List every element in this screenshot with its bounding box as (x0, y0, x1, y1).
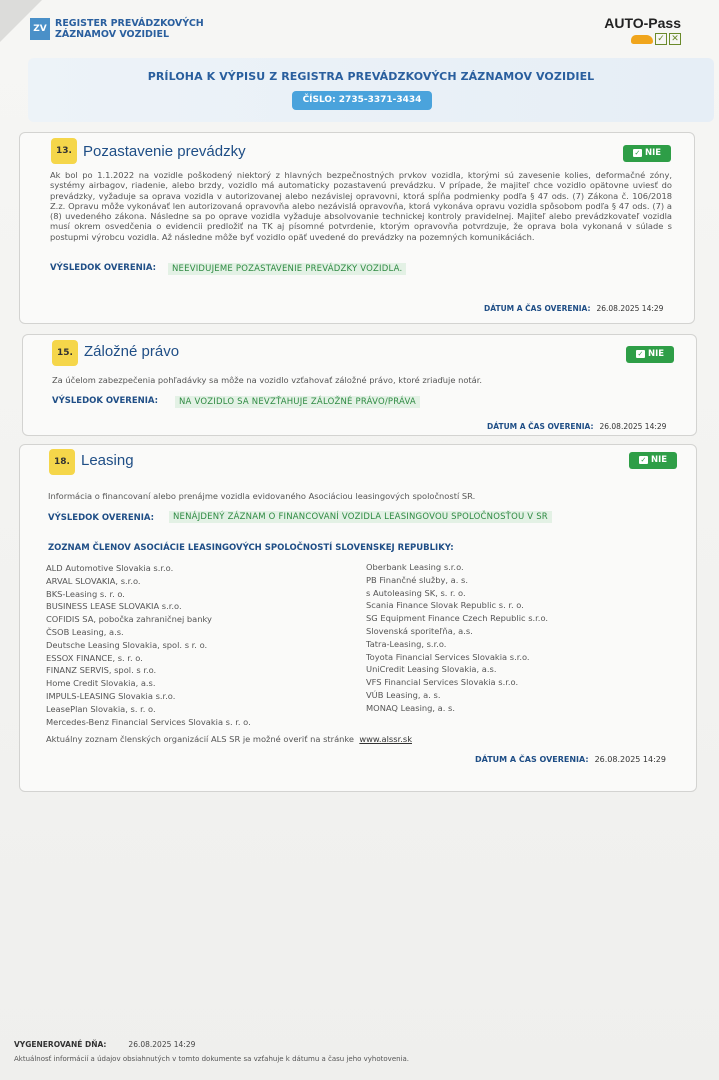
result-label: VÝSLEDOK OVERENIA: (52, 396, 159, 406)
member-item: Slovenská sporiteľňa, a.s. (366, 625, 473, 636)
member-item: SG Equipment Finance Czech Republic s.r.o. (366, 613, 549, 624)
result-value: NA VOZIDLO SA NEVZŤAHUJE ZÁLOŽNÉ PRÁVO/PRÁVA (175, 396, 420, 408)
members-list-right (366, 561, 548, 715)
member-item: Tatra-Leasing, s.r.o. (366, 638, 447, 649)
result-value: NENÁJDENÝ ZÁZNAM O FINANCOVANÍ VOZIDLA LEASINGOVOU SPOLOČNOSŤOU V SR (169, 511, 552, 523)
member-item: s Autoleasing SK, s. r. o. (366, 587, 466, 598)
verification-datetime (487, 422, 666, 431)
register-logo (30, 18, 204, 40)
register-logo-text (55, 18, 204, 40)
autopass-logo-graphic (604, 33, 681, 45)
datum-label: DÁTUM A ČAS OVERENIA: (475, 755, 589, 764)
section-number: 18. (49, 449, 75, 475)
member-item: FINANZ SERVIS, spol. s r.o. (46, 665, 157, 676)
autopass-logo-text: AUTO-Pass (604, 15, 681, 31)
page-title: PRÍLOHA K VÝPISU Z REGISTRA PREVÁDZKOVÝCH ZÁZNAMOV VOZIDIEL (147, 70, 595, 83)
member-item: UniCredit Leasing Slovakia, a.s. (366, 664, 497, 675)
section-description: Za účelom zabezpečenia pohľadávky sa môže na vozidlo vzťahovať záložné právo, ktoré zriaďuje notár. (52, 375, 483, 385)
section-title: Pozastavenie prevádzky (83, 143, 246, 160)
check-icon: ✓ (640, 456, 647, 464)
register-logo-line1: REGISTER PREVÁDZKOVÝCH (55, 18, 204, 29)
alssr-note (46, 734, 412, 744)
status-badge-label: NIE (647, 349, 665, 359)
footer-note: Aktuálnosť informácií a údajov obsiahnutých v tomto dokumente sa vzťahuje k dátumu a času jeho vyhotovenia. (14, 1055, 410, 1063)
members-list-title: ZOZNAM ČLENOV ASOCIÁCIE LEASINGOVÝCH SPOLOČNOSTÍ SLOVENSKEJ REPUBLIKY: (48, 543, 454, 553)
member-item: COFIDIS SA, pobočka zahraničnej banky (46, 614, 212, 625)
member-item: Mercedes-Benz Financial Services Slovakia s. r. o. (46, 716, 251, 727)
car-icon (631, 35, 653, 44)
autopass-logo (604, 15, 681, 45)
checkbox-check-icon: ✓ (655, 33, 667, 45)
verification-datetime (475, 755, 666, 764)
generated-info (14, 1040, 195, 1049)
member-item: PB Finančné služby, a. s. (366, 574, 468, 585)
member-item: VFS Financial Services Slovakia s.r.o. (366, 677, 519, 688)
member-item: Home Credit Slovakia, a.s. (46, 678, 156, 689)
section-description: Informácia o financovaní alebo prenájme vozidla evidovaného Asociáciou leasingových spoločností SR. (48, 491, 476, 501)
result-label: VÝSLEDOK OVERENIA: (48, 513, 155, 523)
section-description: Ak bol po 1.1.2022 na vozidle poškodený niektorý z hlavných bezpečnostných prvkov vozidla, ktorými sú zavesenie kolies, deformačné zóny, systémy airbagov, riadenie, alebo brzdy, vozidlo má automaticky pozastavenú prevádzku. V prípade, že majiteľ chce vozidlo opätovne uviesť do prevádzky, vyžaduje sa oprava vozidla v autorizovanej alebo nezávislej opravovni, ktorá spĺňa podmienky podľa § 47 ods. (7) Zákona č. 106/2018 Z.z. Opravu môže vykonávať len autorizovaná opravovňa alebo nezávislá opravovňa, ktorá vykonáva opravu vozidla spôsobom podľa § 47 ods. (7) a (8) uvedeného zákona. Následne sa po oprave vozidla vyžaduje absolvovanie technickej kontroly pravidelnej. Majiteľ alebo prevádzkovateľ vozidla musí okrem osvedčenia o evidencii predložiť na TK aj písomné potvrdenie, ktorým opravovňa potvrdzuje, že oprava bola vykonaná v súlade s postupmi výrobcu vozidla. Až následne môže byť vozidlo opäť uvedené do prevádzky na pozemných komunikáciách. (50, 170, 672, 242)
datum-value: 26.08.2025 14:29 (599, 422, 667, 431)
section-number: 15. (52, 340, 78, 366)
member-item: IMPULS-LEASING Slovakia s.r.o. (46, 690, 176, 701)
check-icon: ✓ (637, 350, 644, 358)
status-badge-label: NIE (650, 455, 668, 465)
register-logo-line2: ZÁZNAMOV VOZIDIEL (55, 29, 170, 40)
member-item: Toyota Financial Services Slovakia s.r.o. (366, 651, 530, 662)
checkbox-cross-icon: ✕ (669, 33, 681, 45)
status-badge (629, 452, 677, 469)
member-item: Deutsche Leasing Slovakia, spol. s r. o. (46, 639, 208, 650)
section-number: 13. (51, 138, 77, 164)
datum-label: DÁTUM A ČAS OVERENIA: (487, 422, 594, 431)
members-list-left (46, 562, 251, 728)
member-item: ALD Automotive Slovakia s.r.o. (46, 563, 174, 573)
member-item: BUSINESS LEASE SLOVAKIA s.r.o. (46, 601, 182, 612)
member-item: LeasePlan Slovakia, s. r. o. (46, 703, 156, 714)
header-band (28, 58, 714, 122)
section-title: Záložné právo (84, 343, 180, 360)
generated-label: VYGENEROVANÉ DŇA: (14, 1040, 107, 1049)
member-item: MONAQ Leasing, a. s. (366, 702, 456, 713)
status-badge-label: NIE (644, 148, 662, 158)
alssr-link[interactable]: www.alssr.sk (359, 734, 412, 744)
register-logo-mark: ZV (30, 18, 50, 40)
status-badge (626, 346, 674, 363)
alssr-note-text: Aktuálny zoznam členských organizácií ALS SR je možné overiť na stránke (46, 734, 355, 744)
member-item: ESSOX FINANCE, s. r. o. (46, 652, 143, 663)
member-item: Oberbank Leasing s.r.o. (366, 562, 464, 572)
member-item: ČSOB Leasing, a.s. (46, 626, 124, 637)
section-title: Leasing (81, 452, 134, 469)
result-value: NEEVIDUJEME POZASTAVENIE PREVÁDZKY VOZIDLA. (168, 263, 406, 275)
status-badge (623, 145, 671, 162)
member-item: BKS-Leasing s. r. o. (46, 588, 125, 599)
datum-value: 26.08.2025 14:29 (596, 304, 664, 313)
member-item: Scania Finance Slovak Republic s. r. o. (366, 600, 524, 611)
datum-label: DÁTUM A ČAS OVERENIA: (484, 304, 591, 313)
member-item: ARVAL SLOVAKIA, s.r.o. (46, 575, 141, 586)
datum-value: 26.08.2025 14:29 (594, 755, 666, 764)
result-label: VÝSLEDOK OVERENIA: (50, 263, 157, 273)
check-icon: ✓ (634, 149, 641, 157)
generated-value: 26.08.2025 14:29 (128, 1040, 196, 1049)
member-item: VÚB Leasing, a. s. (366, 689, 441, 700)
verification-datetime (484, 304, 663, 313)
document-number-badge: ČÍSLO: 2735-3371-3434 (292, 91, 432, 110)
